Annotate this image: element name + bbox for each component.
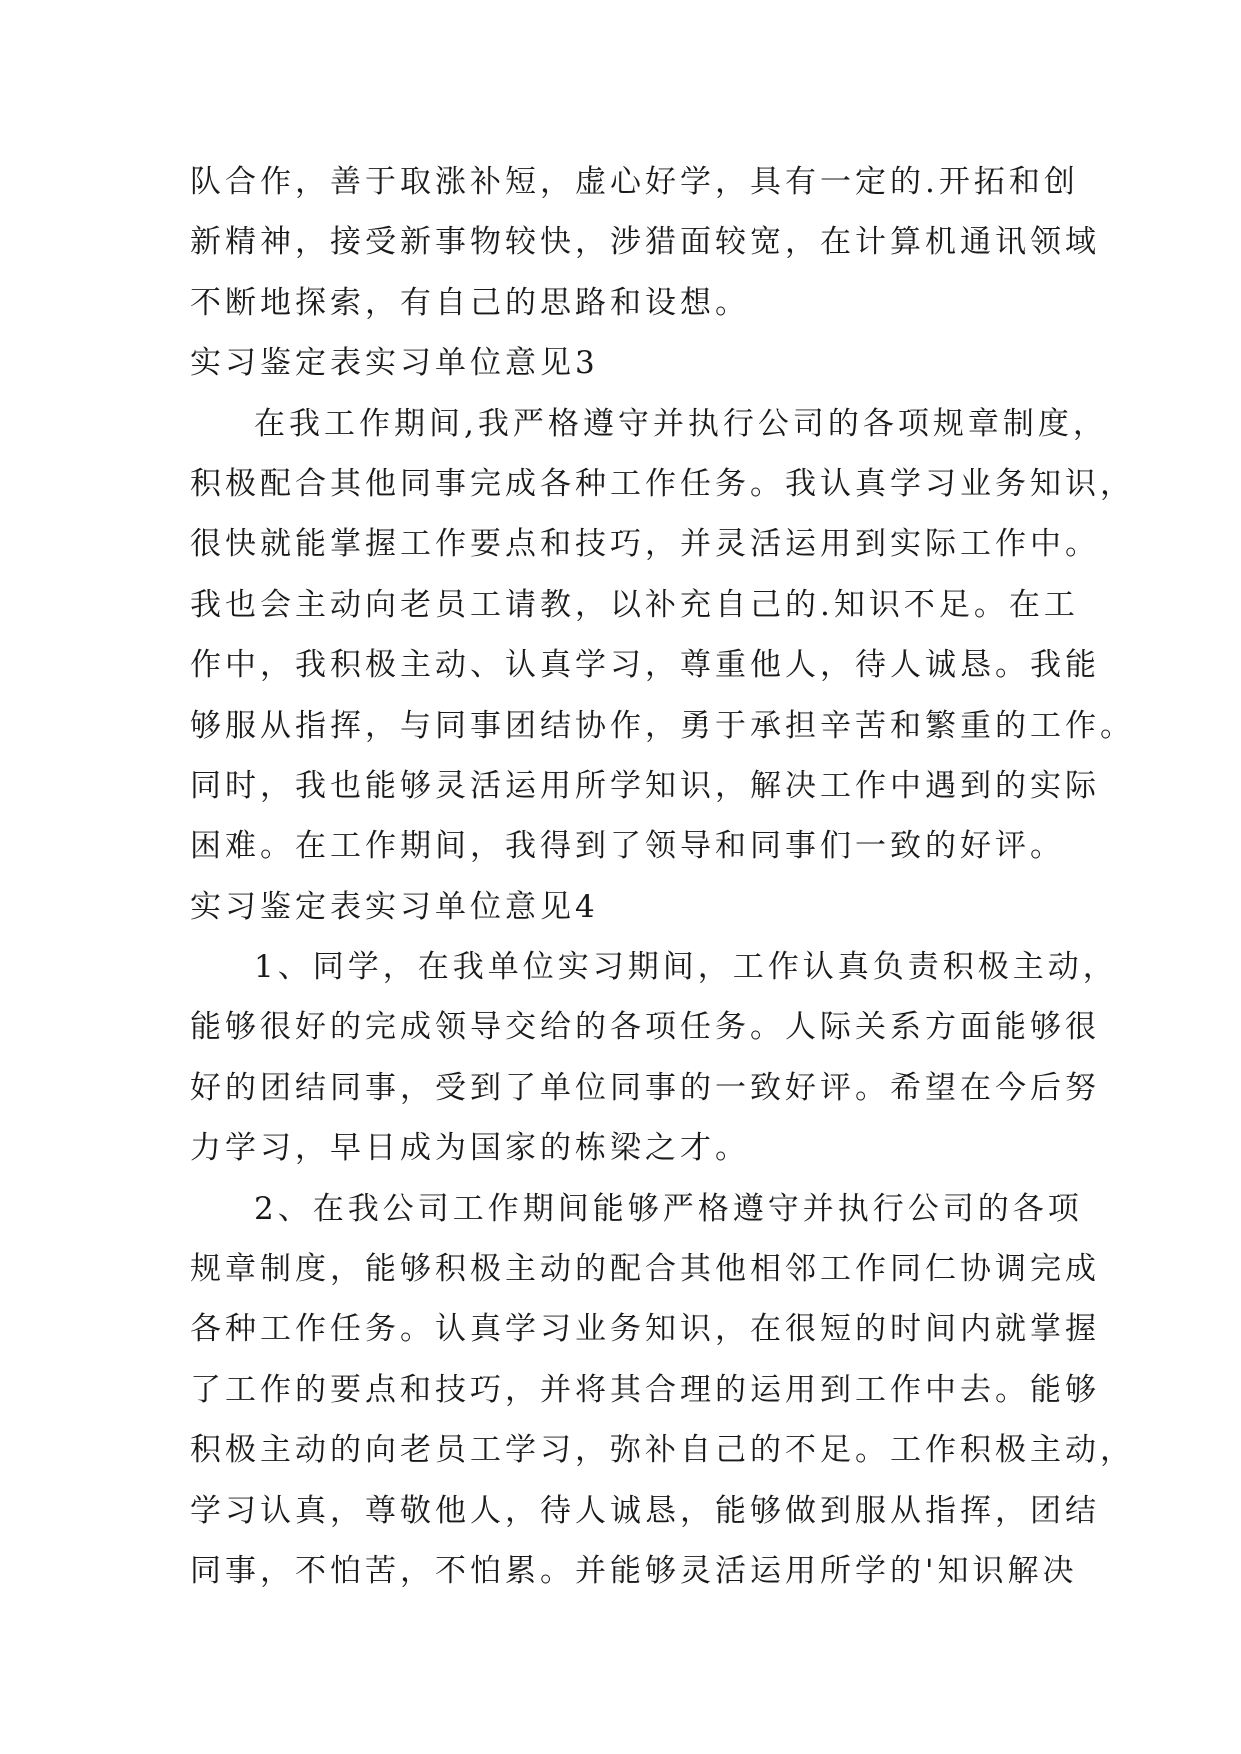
- section3-paragraph: [190, 394, 1135, 877]
- text-line: 了工作的要点和技巧，并将其合理的运用到工作中去。能够: [190, 1371, 1100, 1408]
- text-line: 够服从指挥，与同事团结协作，勇于承担辛苦和繁重的工作。: [190, 707, 1135, 744]
- text-line: 规章制度，能够积极主动的配合其他相邻工作同仁协调完成: [190, 1251, 1100, 1288]
- text-line: 力学习，早日成为国家的栋梁之才。: [190, 1130, 750, 1167]
- text-line: 积极主动的向老员工学习，弥补自己的不足。工作积极主动，: [190, 1432, 1135, 1469]
- text-line: 2、在我公司工作期间能够严格遵守并执行公司的各项: [254, 1190, 1083, 1227]
- text-line: 困难。在工作期间，我得到了领导和同事们一致的好评。: [190, 828, 1065, 865]
- section4-item2: [190, 1179, 1135, 1602]
- section3-heading: 实习鉴定表实习单位意见3: [190, 345, 599, 382]
- text-line: 同事，不怕苦，不怕累。并能够灵活运用所学的'知识解决: [190, 1552, 1078, 1589]
- text-line: 同时，我也能够灵活运用所学知识，解决工作中遇到的实际: [190, 767, 1100, 804]
- text-line: 在我工作期间,我严格遵守并执行公司的各项规章制度，: [254, 405, 1108, 442]
- text-line: 好的团结同事，受到了单位同事的一致好评。希望在今后努: [190, 1069, 1100, 1106]
- text-line: 不断地探索，有自己的思路和设想。: [190, 284, 750, 321]
- section4-item1: [190, 937, 1118, 1179]
- text-line: 能够很好的完成领导交给的各项任务。人际关系方面能够很: [190, 1009, 1100, 1046]
- text-line: 1、同学，在我单位实习期间，工作认真负责积极主动，: [254, 949, 1118, 986]
- text-line: 各种工作任务。认真学习业务知识，在很短的时间内就掌握: [190, 1311, 1100, 1348]
- section4-heading: 实习鉴定表实习单位意见4: [190, 888, 599, 925]
- intro-paragraph: [190, 152, 1100, 333]
- text-line: 队合作，善于取涨补短，虚心好学，具有一定的.开拓和创: [190, 164, 1079, 200]
- text-line: 作中，我积极主动、认真学习，尊重他人，待人诚恳。我能: [190, 647, 1100, 684]
- document-body: [190, 152, 1135, 1601]
- text-line: 积极配合其他同事完成各种工作任务。我认真学习业务知识，: [190, 465, 1135, 502]
- text-line: 我也会主动向老员工请教，以补充自己的.知识不足。在工: [190, 586, 1079, 623]
- text-line: 学习认真，尊敬他人，待人诚恳，能够做到服从指挥，团结: [190, 1492, 1100, 1529]
- text-line: 很快就能掌握工作要点和技巧，并灵活运用到实际工作中。: [190, 526, 1100, 563]
- text-line: 新精神，接受新事物较快，涉猎面较宽，在计算机通讯领域: [190, 224, 1100, 261]
